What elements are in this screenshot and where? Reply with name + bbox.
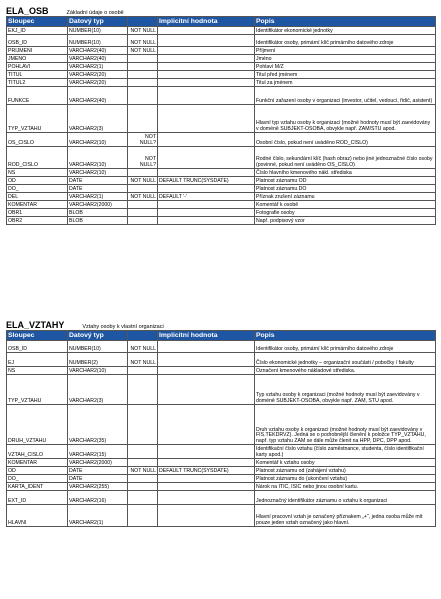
column-name: HLAVNI — [7, 505, 68, 527]
column-name: DRUH_VZTAHU — [7, 405, 68, 445]
column-name: DO_ — [7, 185, 68, 193]
table-subtitle: Vztahy osoby k vlastní organizaci — [82, 324, 164, 330]
table-name: ELA_OSB — [6, 6, 49, 16]
table-row — [7, 367, 436, 375]
nullability: NOT NULL — [128, 47, 158, 55]
nullability — [128, 55, 158, 63]
table-row — [7, 79, 436, 87]
description: Titul před jménem — [255, 71, 436, 79]
data-type: DATE — [68, 177, 128, 185]
column-name: DO_ — [7, 475, 68, 483]
nullability — [128, 491, 158, 505]
description: Platnost záznamu do (ukončení vztahu) — [255, 475, 436, 483]
column-name: TYP_VZTAHU — [7, 375, 68, 405]
description: Označení kmenového nákladové střediska. — [255, 367, 436, 375]
data-type: NUMBER(10) — [68, 27, 128, 35]
column-name: POHLAVI — [7, 63, 68, 71]
table-row — [7, 475, 436, 483]
nullability — [128, 217, 158, 225]
description: Číslo ekonomické jednotky – organizační součásti / pobočky / fakulty — [255, 353, 436, 367]
column-name: TITUL2 — [7, 79, 68, 87]
description: Identifikační číslo vztahu (číslo zaměstnance, studenta, číslo identifikační karty apod.) — [255, 445, 436, 459]
description: Platnost záznamu DO — [255, 185, 436, 193]
table-row — [7, 459, 436, 467]
nullability — [128, 505, 158, 527]
data-type: VARCHAR2(1) — [68, 63, 128, 71]
nullability — [128, 71, 158, 79]
description: Jméno — [255, 55, 436, 63]
data-type: VARCHAR2(10) — [68, 169, 128, 177]
table-row — [7, 505, 436, 527]
table-row — [7, 483, 436, 491]
column-name: OD — [7, 467, 68, 475]
nullability — [128, 209, 158, 217]
default-value — [158, 35, 255, 47]
table-row — [7, 35, 436, 47]
nullability: NOT NULL? — [128, 147, 158, 169]
column-name: FUNKCE — [7, 87, 68, 105]
column-name: TYP_VZTAHU — [7, 105, 68, 133]
column-name: KOMENTAR — [7, 201, 68, 209]
column-name: OSB_ID — [7, 341, 68, 353]
column-name: ROD_CISLO — [7, 147, 68, 169]
column-header: Sloupec — [7, 17, 68, 27]
column-header — [128, 17, 158, 27]
nullability — [128, 483, 158, 491]
default-value — [158, 445, 255, 459]
table-row — [7, 169, 436, 177]
column-name: OD — [7, 177, 68, 185]
description: Druh vztahu osoby k organizaci (možné hodnoty musí být zaevidovány v FIS.TEKDRVZ). Jedná se o podrobnější členění k položce TYP_VZTAHU, např. typ vztahu ZAM se dále může členit na HPP, DPC, DPP apod. — [255, 405, 436, 445]
table-row — [7, 201, 436, 209]
nullability — [128, 63, 158, 71]
default-value — [158, 209, 255, 217]
default-value: DEFAULT TRUNC(SYSDATE) — [158, 177, 255, 185]
table-row — [7, 341, 436, 353]
table-title — [6, 4, 435, 16]
column-header: Datový typ — [68, 331, 128, 341]
column-name: EKJ_ID — [7, 27, 68, 35]
default-value — [158, 217, 255, 225]
data-type: NUMBER(2) — [68, 353, 128, 367]
data-type: VARCHAR2(20) — [68, 71, 128, 79]
column-name: OBR2 — [7, 217, 68, 225]
nullability — [128, 87, 158, 105]
data-type: VARCHAR2(2000) — [68, 459, 128, 467]
table-title — [6, 318, 435, 330]
description: Platnost záznamu OD — [255, 177, 436, 185]
default-value — [158, 79, 255, 87]
data-type: VARCHAR2(40) — [68, 87, 128, 105]
column-header: Implicitní hodnota — [158, 17, 255, 27]
column-name: NS — [7, 367, 68, 375]
column-header: Popis — [255, 331, 436, 341]
table-row — [7, 491, 436, 505]
default-value — [158, 105, 255, 133]
column-header: Datový typ — [68, 17, 128, 27]
column-name: VZTAH_CISLO — [7, 445, 68, 459]
nullability — [128, 445, 158, 459]
column-name: OS_CISLO — [7, 133, 68, 147]
description: Identifikátor osoby, primární klíč primárního datového zdroje — [255, 341, 436, 353]
nullability: NOT NULL — [128, 193, 158, 201]
description: Identifikátor ekonomické jednotky — [255, 27, 436, 35]
data-type: VARCHAR2(40) — [68, 55, 128, 63]
column-name: OBR1 — [7, 209, 68, 217]
data-type: VARCHAR2(15) — [68, 445, 128, 459]
table-row — [7, 217, 436, 225]
data-type: VARCHAR2(1) — [68, 505, 128, 527]
default-value — [158, 367, 255, 375]
column-name: KARTA_IDENT — [7, 483, 68, 491]
data-type: DATE — [68, 185, 128, 193]
table-row — [7, 185, 436, 193]
default-value — [158, 47, 255, 55]
description: Komentář k vztahu osoby — [255, 459, 436, 467]
default-value — [158, 475, 255, 483]
nullability: NOT NULL — [128, 341, 158, 353]
nullability — [128, 459, 158, 467]
description: Hlavní typ vztahu osoby k organizaci (možné hodnoty musí být zaevidovány v doméně SUBJEKT-OSOBA, obvykle např. ZAM/STU apod. — [255, 105, 436, 133]
table-name: ELA_VZTAHY — [6, 320, 65, 330]
table-row — [7, 147, 436, 169]
description: Hlavní pracovní vztah je označený příznakem „+", jedna osoba může mít pouze jeden vztah označený jako hlavní. — [255, 505, 436, 527]
default-value — [158, 27, 255, 35]
default-value — [158, 71, 255, 79]
nullability — [128, 185, 158, 193]
nullability — [128, 79, 158, 87]
description: Platnost záznamu od (zahájení vztahu) — [255, 467, 436, 475]
column-name: KOMENTAR — [7, 459, 68, 467]
default-value — [158, 483, 255, 491]
default-value — [158, 459, 255, 467]
data-type: VARCHAR2(1) — [68, 193, 128, 201]
data-type: VARCHAR2(40) — [68, 47, 128, 55]
description: Titul za jménem — [255, 79, 436, 87]
data-type: NUMBER(10) — [68, 341, 128, 353]
nullability — [128, 105, 158, 133]
data-type: VARCHAR2(20) — [68, 79, 128, 87]
data-type: DATE — [68, 475, 128, 483]
table-row — [7, 405, 436, 445]
column-header: Popis — [255, 17, 436, 27]
default-value — [158, 353, 255, 367]
data-type: VARCHAR2(16) — [68, 491, 128, 505]
column-header: Implicitní hodnota — [158, 331, 255, 341]
table-row — [7, 71, 436, 79]
data-type: VARCHAR2(10) — [68, 133, 128, 147]
data-type: VARCHAR2(3) — [68, 375, 128, 405]
description: Jednoznačný identifikátor záznamu o vztahu k organizaci — [255, 491, 436, 505]
table-section-ela-osb — [6, 4, 435, 225]
table-subtitle: Základní údaje o osobě — [66, 10, 124, 16]
data-type: VARCHAR2(10) — [68, 147, 128, 169]
description: Číslo hlavního kmenového nákl. střediska — [255, 169, 436, 177]
nullability: NOT NULL — [128, 27, 158, 35]
nullability — [128, 169, 158, 177]
column-name: PRIJMENI — [7, 47, 68, 55]
default-value — [158, 169, 255, 177]
table-row — [7, 55, 436, 63]
default-value — [158, 63, 255, 71]
table-row — [7, 193, 436, 201]
column-name: EXT_ID — [7, 491, 68, 505]
column-header — [128, 331, 158, 341]
nullability — [128, 367, 158, 375]
description: Funkční zařazení osoby v organizaci (investor, učitel, vedoucí, řidič, asistent) — [255, 87, 436, 105]
default-value — [158, 55, 255, 63]
default-value — [158, 185, 255, 193]
table-row — [7, 105, 436, 133]
data-type: VARCHAR2(3) — [68, 105, 128, 133]
default-value — [158, 405, 255, 445]
header-row — [7, 17, 436, 27]
table-row — [7, 47, 436, 55]
column-name: JMENO — [7, 55, 68, 63]
table-row — [7, 375, 436, 405]
default-value — [158, 491, 255, 505]
nullability: NOT NULL? — [128, 133, 158, 147]
description: Typ vztahu osoby k organizaci (možné hodnoty musí být zaevidovány v doméně SUBJEKT-OSOBA, obvykle např. ZAM, STU apod. — [255, 375, 436, 405]
description: Např. podpisový vzor — [255, 217, 436, 225]
table-row — [7, 467, 436, 475]
table-row — [7, 353, 436, 367]
nullability — [128, 405, 158, 445]
data-type: VARCHAR2(255) — [68, 483, 128, 491]
default-value — [158, 505, 255, 527]
column-table — [6, 16, 436, 225]
data-type: VARCHAR2(10) — [68, 367, 128, 375]
description: Příjmení — [255, 47, 436, 55]
description: Identifikátor osoby, primární klíč primárního datového zdroje — [255, 35, 436, 47]
description: Komentář k osobě — [255, 201, 436, 209]
column-header: Sloupec — [7, 331, 68, 341]
data-type: DATE — [68, 467, 128, 475]
description: Fotografie osoby — [255, 209, 436, 217]
default-value — [158, 375, 255, 405]
nullability — [128, 375, 158, 405]
table-row — [7, 63, 436, 71]
description: Pohlaví M/Z — [255, 63, 436, 71]
data-type: BLOB — [68, 217, 128, 225]
column-name: EJ — [7, 353, 68, 367]
default-value: DEFAULT '-' — [158, 193, 255, 201]
nullability: NOT NULL — [128, 35, 158, 47]
default-value — [158, 147, 255, 169]
table-row — [7, 27, 436, 35]
column-name: TITUL — [7, 71, 68, 79]
default-value — [158, 133, 255, 147]
nullability — [128, 475, 158, 483]
default-value — [158, 201, 255, 209]
description: Nárok na ITIC, ISIC nebo jinou osobní kartu. — [255, 483, 436, 491]
description: Příznak zrušení záznamu — [255, 193, 436, 201]
table-row — [7, 133, 436, 147]
column-name: NS — [7, 169, 68, 177]
column-name: OSB_ID — [7, 35, 68, 47]
default-value: DEFAULT TRUNC(SYSDATE) — [158, 467, 255, 475]
table-row — [7, 177, 436, 185]
description: Rodné číslo, sekundární klíč (hash obraz) nebo jiné jednoznačné číslo osoby (povinné, pokud není uváděno OS_CISLO) — [255, 147, 436, 169]
table-row — [7, 445, 436, 459]
default-value — [158, 341, 255, 353]
nullability: NOT NULL — [128, 177, 158, 185]
data-type: NUMBER(10) — [68, 35, 128, 47]
data-type: BLOB — [68, 209, 128, 217]
data-type: VARCHAR2(35) — [68, 405, 128, 445]
nullability — [128, 201, 158, 209]
header-row — [7, 331, 436, 341]
table-row — [7, 87, 436, 105]
data-type: VARCHAR2(2000) — [68, 201, 128, 209]
table-section-ela-vztahy — [6, 318, 435, 527]
nullability: NOT NULL — [128, 467, 158, 475]
column-name: DEL — [7, 193, 68, 201]
table-row — [7, 209, 436, 217]
nullability: NOT NULL — [128, 353, 158, 367]
description: Osobní číslo, pokud není uváděno ROD_CISLO) — [255, 133, 436, 147]
column-table — [6, 330, 436, 527]
default-value — [158, 87, 255, 105]
